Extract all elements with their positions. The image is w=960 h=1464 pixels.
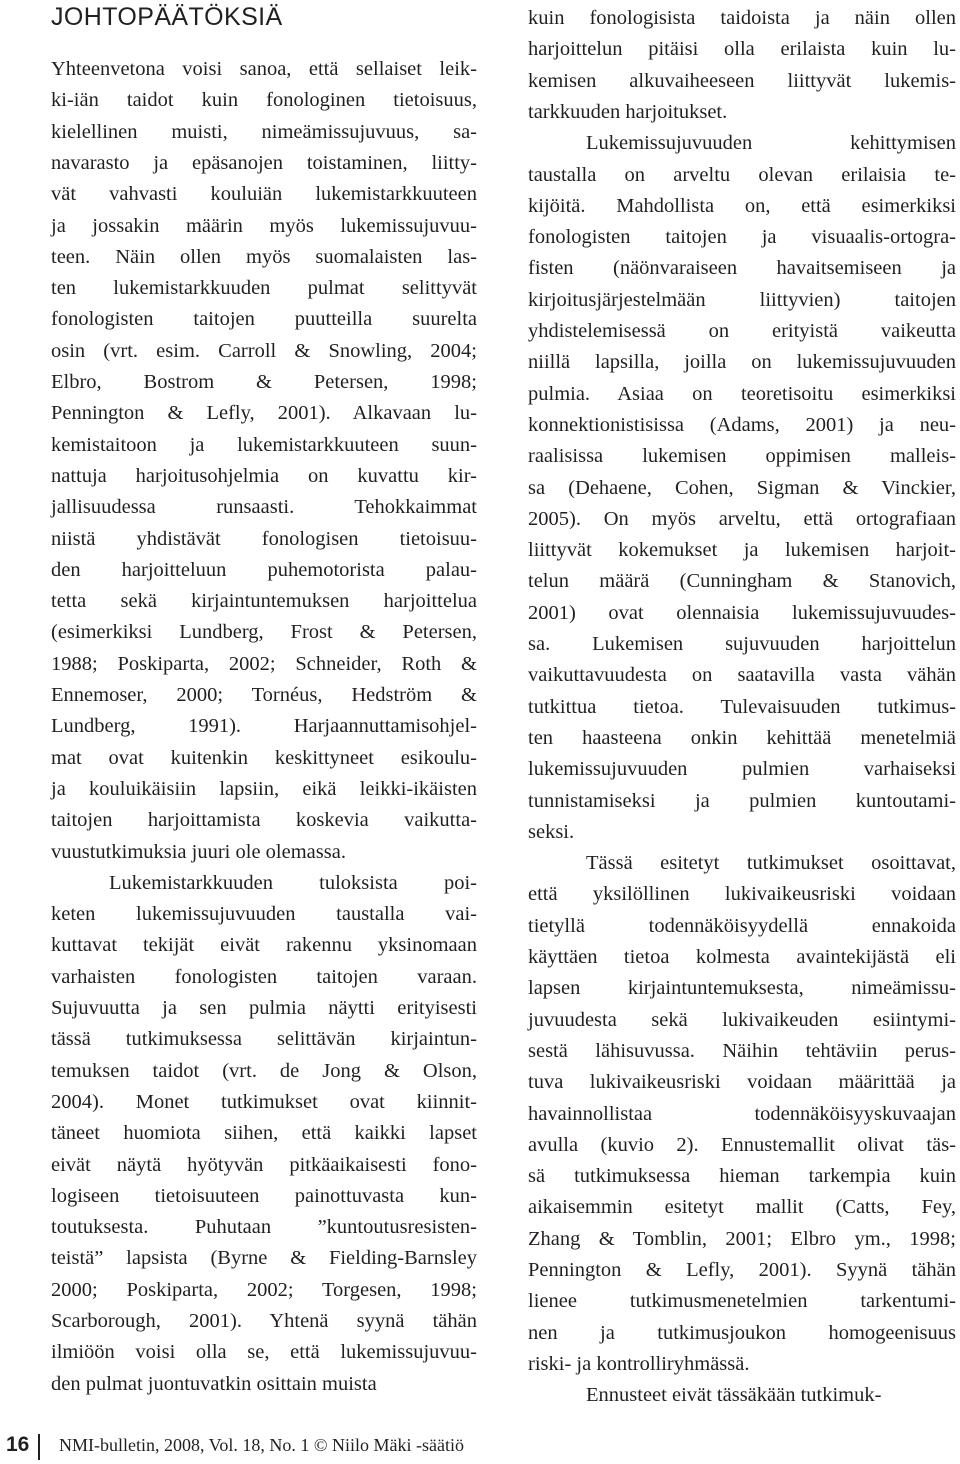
right-column-text-line: käyttäen tietoa kolmesta avaintekijästä eli [528,946,956,968]
left-column-text-line: ja jossakin määrin myös lukemissujuvuu- [51,214,477,237]
right-column-text-line: lienee tutkimusmenetelmien tarkentumi- [528,1290,956,1313]
right-column-text-line: tutkittua tietoa. Tulevaisuuden tutkimus- [528,695,956,718]
right-column-text-line: ten haasteena onkin kehittää menetelmiä [528,726,956,749]
left-column-text-line: ja kouluikäisiin lapsiin, eikä leikki-ikäisten [51,777,477,800]
left-column-text-line: Scarborough, 2001). Yhtenä syynä tähän [51,1310,477,1332]
right-column-text-line: tietyllä todennäköisyydellä ennakoida [528,914,956,937]
right-column-text-line: kemisen alkuvaiheeseen liittyvät lukemis- [528,69,956,92]
left-column-text-line: 1988; Poskiparta, 2002; Schneider, Roth & [51,652,477,675]
right-column-text-line: Pennington & Lefly, 2001). Syynä tähän [528,1259,956,1281]
left-column-text-line: vät vahvasti kouluiän lukemistarkkuuteen [51,183,477,206]
right-column-text-line: niillä lapsilla, joilla on lukemissujuvuuden [528,351,956,374]
left-column-text-line: 2000; Poskiparta, 2002; Torgesen, 1998; [51,1278,477,1301]
right-column-text-line: sa (Dehaene, Cohen, Sigman & Vinckier, [528,476,956,499]
left-column-text-line: Yhteenvetona voisi sanoa, että sellaiset leik- [51,58,477,80]
left-column-text-line: den pulmat juontuvatkin osittain muista [51,1372,377,1395]
left-column-text-line: 2004). Monet tutkimukset ovat kiinnit- [51,1090,477,1113]
right-column-text-line: telun määrä (Cunningham & Stanovich, [528,570,956,593]
right-column-text-line: lukemissujuvuuden pulmien varhaiseksi [528,758,956,781]
left-column-text-line: tetta sekä kirjaintuntemuksen harjoittelua [51,590,477,613]
left-column-text-line: fonologisten taitojen puutteilla suurelta [51,308,477,331]
right-column-text-line: Lukemissujuvuuden kehittymisen [586,132,956,155]
right-column-text-line: kirjoitusjärjestelmään liittyvien) taitojen [528,288,956,311]
left-column-text-line: Ennemoser, 2000; Tornéus, Hedström & [51,684,477,706]
right-column-text-line: avulla (kuvio 2). Ennustemallit olivat täs- [528,1133,956,1156]
right-column-text-line: fisten (näönvaraiseen havaitsemiseen ja [528,257,956,280]
right-column-text-line: vaikuttavuudesta on saatavilla vasta vähän [528,664,956,687]
right-column-text-line: pulmia. Asiaa on teoretisoitu esimerkiksi [528,382,956,405]
right-column-text-line: havainnollistaa todennäköisyyskuvaajan [528,1102,956,1125]
left-column-text-line: keten lukemissujuvuuden taustalla vai- [51,903,477,926]
left-column-text-line: ki-iän taidot kuin fonologinen tietoisuus, [51,89,477,112]
left-column-text-line: Lukemistarkkuuden tuloksista poi- [109,871,477,894]
right-column-text-line: sä tutkimuksessa hieman tarkempia kuin [528,1165,956,1188]
right-column-text-line: tunnistamiseksi ja pulmien kuntoutami- [528,789,956,812]
left-column-text-line: tässä tutkimuksessa selittävän kirjaintun- [51,1028,477,1051]
right-column-text-line: seksi. [528,820,575,843]
left-column-text-line: kuttavat tekijät eivät rakennu yksinomaan [51,934,477,957]
left-column-text-line: toutuksesta. Puhutaan ”kuntoutusresisten- [51,1216,477,1239]
left-column-text-line: Sujuvuutta ja sen pulmia näytti erityisesti [51,997,477,1019]
right-column-text-line: raalisissa lukemisen oppimisen malleis- [528,445,956,468]
left-column-text-line: den harjoitteluun puhemotorista palau- [51,558,477,581]
left-column-text-line: Pennington & Lefly, 2001). Alkavaan lu- [51,402,477,425]
left-column-text-line: ten lukemistarkkuuden pulmat selittyvät [51,277,477,300]
right-column-text-line: fonologisten taitojen ja visuaalis-ortogra- [528,226,956,249]
section-heading: JOHTOPÄÄTÖKSIÄ [51,3,283,31]
left-column-text-line: Elbro, Bostrom & Petersen, 1998; [51,371,477,393]
left-column-text-line: logiseen tietoisuuteen painottuvasta kun- [51,1184,477,1207]
left-column-text-line: nattuja harjoitusohjelmia on kuvattu kir- [51,464,477,487]
footer-citation: NMI-bulletin, 2008, Vol. 18, No. 1 © Niilo Mäki -säätiö [59,1435,464,1455]
page-number: 16 [6,1433,30,1456]
left-column-text-line: täneet huomiota siihen, että kaikki lapset [51,1122,477,1145]
left-column-text-line: eivät näytä hyötyvän pitkäaikaisesti fono- [51,1153,477,1176]
right-column-text-line: konnektionistisissa (Adams, 2001) ja neu- [528,413,956,436]
right-column-text-line: 2005). On myös arveltu, että ortografiaan [528,507,956,530]
left-column-text-line: jallisuudessa runsaasti. Tehokkaimmat [51,496,477,519]
left-column-text-line: niistä yhdistävät fonologisen tietoisuu- [51,527,477,550]
left-column-text-line: kemistaitoon ja lukemistarkkuuteen suun- [51,433,477,456]
right-column-text-line: kijöitä. Mahdollista on, että esimerkiksi [528,194,956,217]
right-column-text-line: Tässä esitetyt tutkimukset osoittavat, [586,852,956,875]
right-column-text-line: juvuudesta sekä lukivaikeuden esiintymi- [528,1008,956,1031]
right-column-text-line: kuin fonologisista taidoista ja näin ollen [528,7,956,29]
left-column-text-line: temuksen taidot (vrt. de Jong & Olson, [51,1059,477,1082]
left-column-text-line: Lundberg, 1991). Harjaannuttamisohjel- [51,715,477,738]
left-column-text-line: ilmiöön voisi olla se, että lukemissujuvuu- [51,1341,477,1364]
right-column-text-line: 2001) ovat olennaisia lukemissujuvuudes- [528,601,956,624]
left-column-text-line: osin (vrt. esim. Carroll & Snowling, 2004; [51,339,477,362]
right-column-text-line: Zhang & Tomblin, 2001; Elbro ym., 1998; [528,1227,956,1250]
right-column-text-line: sa. Lukemisen sujuvuuden harjoittelun [528,633,956,655]
footer-divider [38,1434,40,1460]
left-column-text-line: mat ovat kuitenkin keskittyneet esikoulu- [51,746,477,769]
right-column-text-line: Ennusteet eivät tässäkään tutkimuk- [586,1384,882,1407]
left-column-text-line: taitojen harjoittamista koskevia vaikutta- [51,809,477,832]
right-column-text-line: nen ja tutkimusjoukon homogeenisuus [528,1321,956,1344]
right-column-text-line: aikaisemmin esitetyt mallit (Catts, Fey, [528,1196,956,1219]
left-column-text-line: teen. Näin ollen myös suomalaisten las- [51,245,477,268]
left-column-text-line: (esimerkiksi Lundberg, Frost & Petersen, [51,621,477,644]
right-column-text-line: yhdistelemisessä on erityistä vaikeutta [528,320,956,342]
right-column-text-line: sestä lähisuvussa. Näihin tehtäviin perus- [528,1039,956,1062]
right-column-text-line: liittyvät kokemukset ja lukemisen harjoit- [528,539,956,562]
right-column-text-line: harjoittelun pitäisi olla erilaista kuin lu- [528,38,956,61]
right-column-text-line: riski- ja kontrolliryhmässä. [528,1352,750,1375]
left-column-text-line: varhaisten fonologisten taitojen varaan. [51,965,477,988]
left-column-text-line: navarasto ja epäsanojen toistaminen, liitty- [51,151,477,174]
right-column-text-line: taustalla on arveltu olevan erilaisia te- [528,163,956,186]
right-column-text-line: lapsen kirjaintuntemuksesta, nimeämissu- [528,977,956,1000]
left-column-text-line: teistä” lapsista (Byrne & Fielding-Barnsley [51,1247,477,1270]
right-column-text-line: tuva lukivaikeusriski voidaan määrittää ja [528,1071,956,1094]
right-column-text-line: että yksilöllinen lukivaikeusriski voidaan [528,883,956,906]
left-column-text-line: vuustutkimuksia juuri ole olemassa. [51,840,346,863]
right-column-text-line: tarkkuuden harjoitukset. [528,100,728,123]
left-column-text-line: kielellinen muisti, nimeämissujuvuus, sa- [51,120,477,143]
